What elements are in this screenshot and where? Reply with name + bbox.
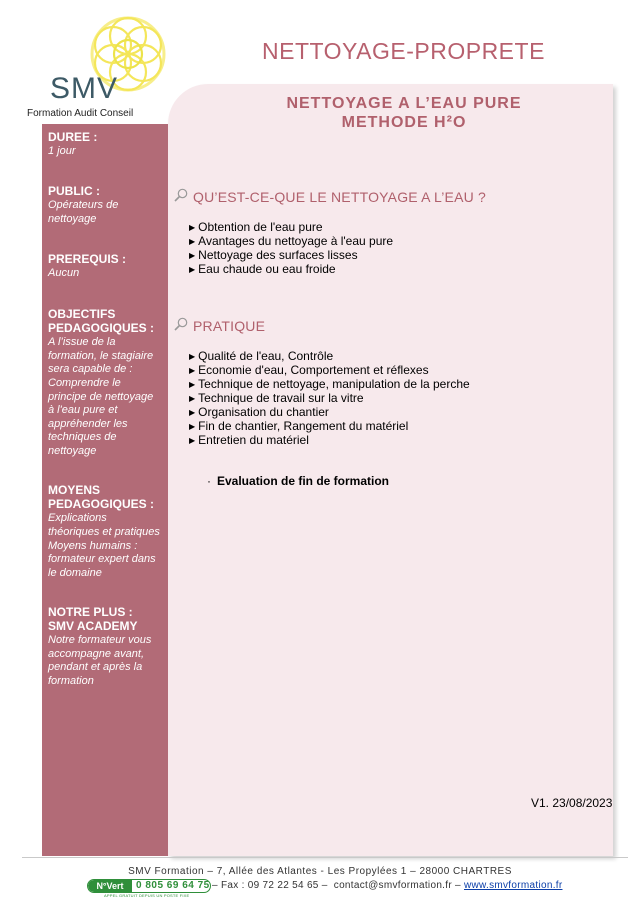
public-value-line: nettoyage [48,213,97,225]
document-title: NETTOYAGE-PROPRETE [262,38,545,64]
list-item: ▶ Economie d'eau, Comportement et réflexes [189,363,429,379]
objectifs-line: Comprendre le [48,377,121,389]
moyens-line: Moyens humains : [48,540,138,552]
objectifs-line: techniques de [48,431,117,443]
list-item: ▶ Qualité de l'eau, Contrôle [189,349,333,365]
objectifs-line: nettoyage [48,445,97,457]
bullet-dot-icon: · [207,474,211,488]
list-item: ▶ Technique de nettoyage, manipulation de la perche [189,377,470,393]
notre-plus-line: Notre formateur vous [48,634,152,646]
search-icon [174,317,188,331]
moyens-heading: PEDAGOGIQUES : [48,497,155,511]
footer-contact [212,880,562,891]
logo-text: SMV [50,72,119,105]
moyens-line: Explications [48,512,107,524]
moyens-line: le domaine [48,567,102,579]
list-item: ▶ Eau chaude ou eau froide [189,262,336,278]
prerequis-heading: PREREQUIS : [48,252,127,266]
section-title-nettoyage: QU’EST-CE-QUE LE NETTOYAGE A L’EAU ? [193,189,486,205]
objectifs-heading: PEDAGOGIQUES : [48,321,155,335]
search-icon [174,188,188,202]
evaluation-text: Evaluation de fin de formation [217,474,390,488]
footer-contact-text: – Fax : 09 72 22 54 65 – contact@smvformation.fr – [212,880,464,891]
notre-plus-heading: NOTRE PLUS : [48,605,133,619]
numero-vert-label: N°Vert [88,880,132,892]
list-item: ▶ Technique de travail sur la vitre [189,391,364,407]
footer-address: SMV Formation – 7, Allée des Atlantes - Les Propylées 1 – 28000 CHARTRES [128,866,512,877]
public-value-line: Opérateurs de [48,199,119,211]
version-label: V1. 23/08/2023 [531,796,613,810]
notre-plus-line: formation [48,675,94,687]
section-title-pratique: PRATIQUE [193,318,266,334]
numero-vert-badge [87,879,211,893]
objectifs-line: à l'eau pure et [48,404,118,416]
objectifs-line: sera capable de : [48,363,133,375]
list-item: ▶ Obtention de l'eau pure [189,220,323,236]
objectifs-line: appréhender les [48,418,128,430]
footer-divider [22,857,628,858]
list-item: ▶ Entretien du matériel [189,433,309,449]
list-item: ▶ Organisation du chantier [189,405,329,421]
numero-vert-number: 0 805 69 64 75 [136,880,210,891]
list-item: ▶ Fin de chantier, Rangement du matériel [189,419,408,435]
notre-plus-line: pendant et après la [48,661,143,673]
moyens-heading: MOYENS [48,483,101,497]
website-link[interactable]: www.smvformation.fr [463,880,563,891]
duree-heading: DUREE : [48,130,98,144]
objectifs-line: principe de nettoyage [48,391,154,403]
duree-value: 1 jour [48,145,76,157]
moyens-line: formateur expert dans [48,553,156,565]
notre-plus-heading: SMV ACADEMY [48,619,138,633]
moyens-line: théoriques et pratiques [48,526,160,538]
objectifs-line: formation, le stagiaire [48,350,154,362]
prerequis-value: Aucun [48,267,80,279]
list-item: ▶ Avantages du nettoyage à l'eau pure [189,234,393,250]
logo-tagline: Formation Audit Conseil [27,108,134,119]
course-subtitle-line2: METHODE H²O [341,114,467,131]
course-subtitle-line1: NETTOYAGE A L’EAU PURE [286,95,522,112]
objectifs-heading: OBJECTIFS [48,307,116,321]
objectifs-line: A l’issue de la [48,336,116,348]
public-heading: PUBLIC : [48,184,100,198]
notre-plus-line: accompagne avant, [48,648,145,660]
list-item: ▶ Nettoyage des surfaces lisses [189,248,358,264]
numero-vert-note: APPEL GRATUIT DEPUIS UN POSTE FIXE [104,893,190,898]
